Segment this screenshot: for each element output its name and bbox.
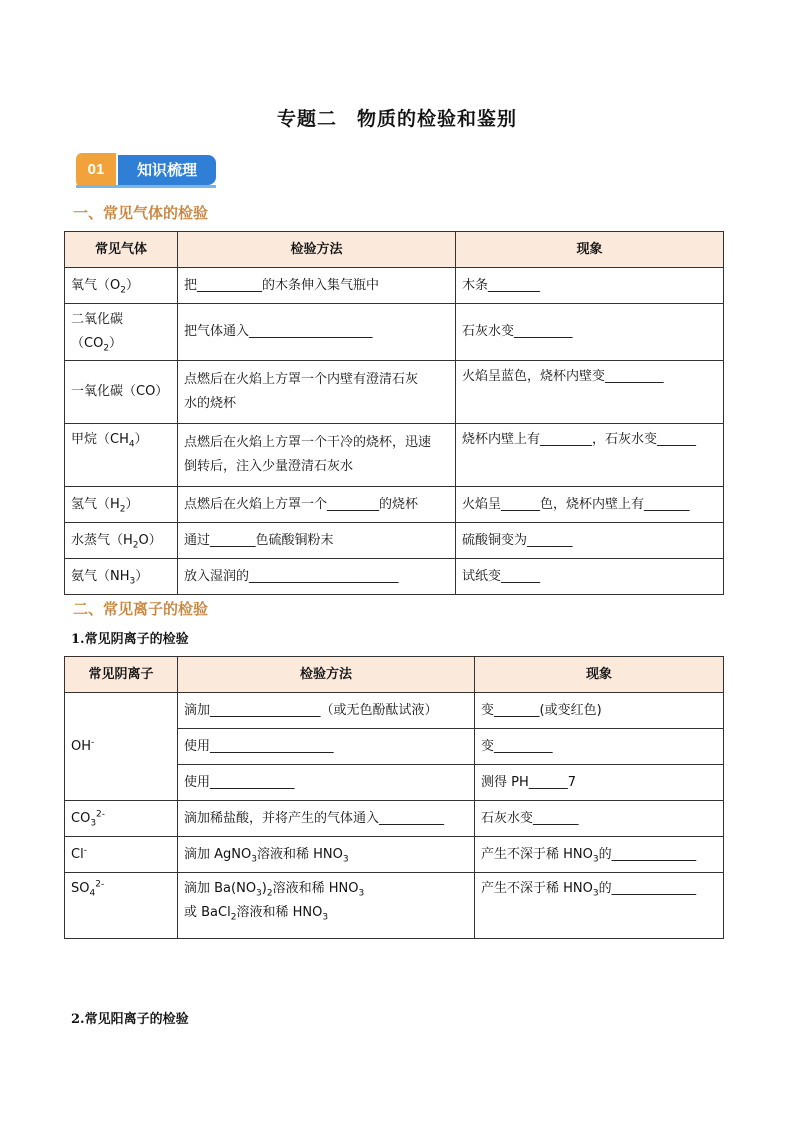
- ion-cell: OH-: [65, 693, 178, 801]
- anion-test-table: [64, 656, 724, 939]
- method-cell: 滴加_________________（或无色酚酞试液）: [178, 693, 475, 729]
- phenomenon-cell: 产生不深于稀 $HNO_3$的_____________: [475, 837, 724, 873]
- table-row: [65, 837, 724, 873]
- phenomenon-cell: 变_______(或变红色): [475, 693, 724, 729]
- method-cell: 把__________的木条伸入集气瓶中: [178, 268, 456, 304]
- method-cell: 通过_______色硫酸铜粉末: [178, 523, 456, 559]
- phenomenon-cell: 硫酸铜变为_______: [456, 523, 724, 559]
- table-row: [65, 873, 724, 939]
- gas-cell: 氧气$(O_2)$: [65, 268, 178, 304]
- table-row: [65, 268, 724, 304]
- subheading-anions: 1.常见阴离子的检验: [71, 632, 189, 647]
- phenomenon-cell: 变_________: [475, 729, 724, 765]
- gas-cell: 二氧化碳$(CO_2)$: [65, 304, 178, 361]
- header-cell: 现象: [456, 232, 724, 268]
- phenomenon-cell: 火焰呈______色，烧杯内壁上有_______: [456, 487, 724, 523]
- badge-number: 01: [76, 153, 116, 187]
- gas-cell: 一氧化碳（CO）: [65, 361, 178, 424]
- ion-cell: $SO_4^{2-}$: [65, 873, 178, 939]
- section-heading-gas: 一、常见气体的检验: [73, 204, 209, 222]
- method-cell: 把气体通入___________________: [178, 304, 456, 361]
- badge-underline: [76, 185, 216, 188]
- table-row: [65, 693, 724, 729]
- page-title: 专题二 物质的检验和鉴别: [276, 108, 517, 130]
- header-cell: 现象: [475, 657, 724, 693]
- method-cell: 滴加 $Ba(NO_3)_2$溶液和稀 $HNO_3$ 或 BaCl$_2$溶液和稀 $HNO_3$: [178, 873, 475, 939]
- gas-cell: 氨气$(NH_3)$: [65, 559, 178, 595]
- phenomenon-cell: 火焰呈蓝色，烧杯内壁变_________: [456, 361, 724, 424]
- ion-cell: $CO_3^{2-}$: [65, 801, 178, 837]
- method-cell: 滴加 AgNO$_3$溶液和稀 $HNO_3$: [178, 837, 475, 873]
- table-row: [65, 304, 724, 361]
- table-header-row: [65, 232, 724, 268]
- badge-label: 知识梳理: [118, 155, 216, 185]
- method-cell: 点燃后在火焰上方罩一个________的烧杯: [178, 487, 456, 523]
- phenomenon-cell: 石灰水变_________: [456, 304, 724, 361]
- table-row: [65, 361, 724, 424]
- section-heading-ions: 二、常见离子的检验: [73, 600, 209, 618]
- ion-cell: Cl-: [65, 837, 178, 873]
- header-cell: 常见阴离子: [65, 657, 178, 693]
- table-row: [65, 559, 724, 595]
- method-cell: 点燃后在火焰上方罩一个内壁有澄清石灰 水的烧杯: [178, 361, 456, 424]
- phenomenon-cell: 石灰水变_______: [475, 801, 724, 837]
- table-row: [65, 487, 724, 523]
- header-cell: 常见气体: [65, 232, 178, 268]
- method-cell: 放入湿润的_______________________: [178, 559, 456, 595]
- method-cell: 使用___________________: [178, 729, 475, 765]
- phenomenon-cell: 木条________: [456, 268, 724, 304]
- method-cell: 使用_____________: [178, 765, 475, 801]
- gas-test-table: [64, 231, 724, 595]
- phenomenon-cell: 烧杯内壁上有________，石灰水变______: [456, 424, 724, 487]
- phenomenon-cell: 测得 PH______7: [475, 765, 724, 801]
- header-cell: 检验方法: [178, 232, 456, 268]
- gas-cell: 水蒸气$(H_2O)$: [65, 523, 178, 559]
- phenomenon-cell: 产生不深于稀 $HNO_3$的_____________: [475, 873, 724, 939]
- phenomenon-cell: 试纸变______: [456, 559, 724, 595]
- header-cell: 检验方法: [178, 657, 475, 693]
- table-row: [65, 424, 724, 487]
- method-cell: 点燃后在火焰上方罩一个干冷的烧杯，迅速 倒转后，注入少量澄清石灰水: [178, 424, 456, 487]
- table-row: [65, 801, 724, 837]
- gas-cell: 甲烷$(CH_4)$: [65, 424, 178, 487]
- method-cell: 滴加稀盐酸，并将产生的气体通入__________: [178, 801, 475, 837]
- table-row: [65, 523, 724, 559]
- subheading-cations: 2.常见阳离子的检验: [71, 1012, 189, 1027]
- gas-cell: 氢气$(H_2)$: [65, 487, 178, 523]
- table-header-row: [65, 657, 724, 693]
